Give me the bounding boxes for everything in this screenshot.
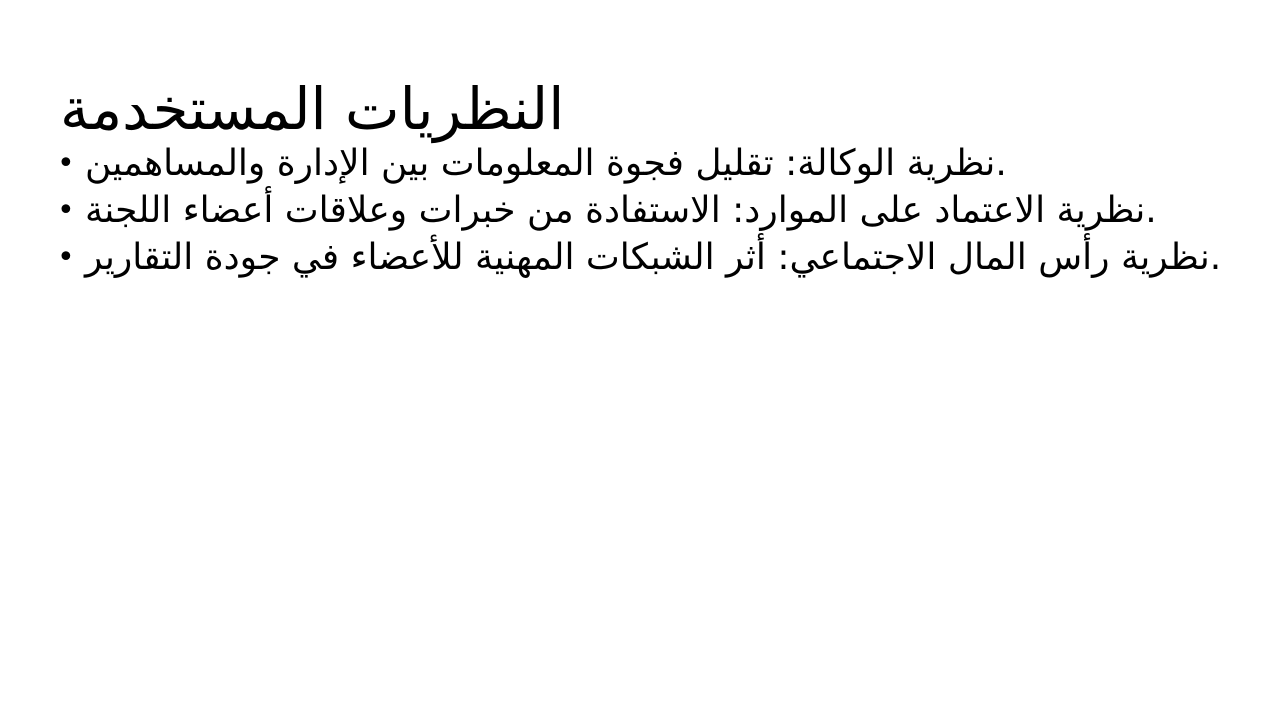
bullet-item-text: نظرية الاعتماد على الموارد: الاستفادة من خبرات وعلاقات أعضاء اللجنة. [85, 190, 1157, 231]
bullet-marker-icon: • [57, 193, 75, 228]
bullet-marker-icon: • [57, 146, 75, 181]
bullet-item-3 [57, 234, 1227, 281]
slide-title: النظريات المستخدمة [60, 74, 565, 143]
bullet-item-1 [57, 140, 1227, 187]
bullet-marker-icon: • [57, 240, 75, 275]
bullet-item-2 [57, 187, 1227, 234]
bullet-item-text: نظرية رأس المال الاجتماعي: أثر الشبكات المهنية للأعضاء في جودة التقارير. [85, 237, 1222, 278]
bullet-item-text: نظرية الوكالة: تقليل فجوة المعلومات بين الإدارة والمساهمين. [85, 143, 1007, 184]
bullet-list [57, 140, 1227, 281]
